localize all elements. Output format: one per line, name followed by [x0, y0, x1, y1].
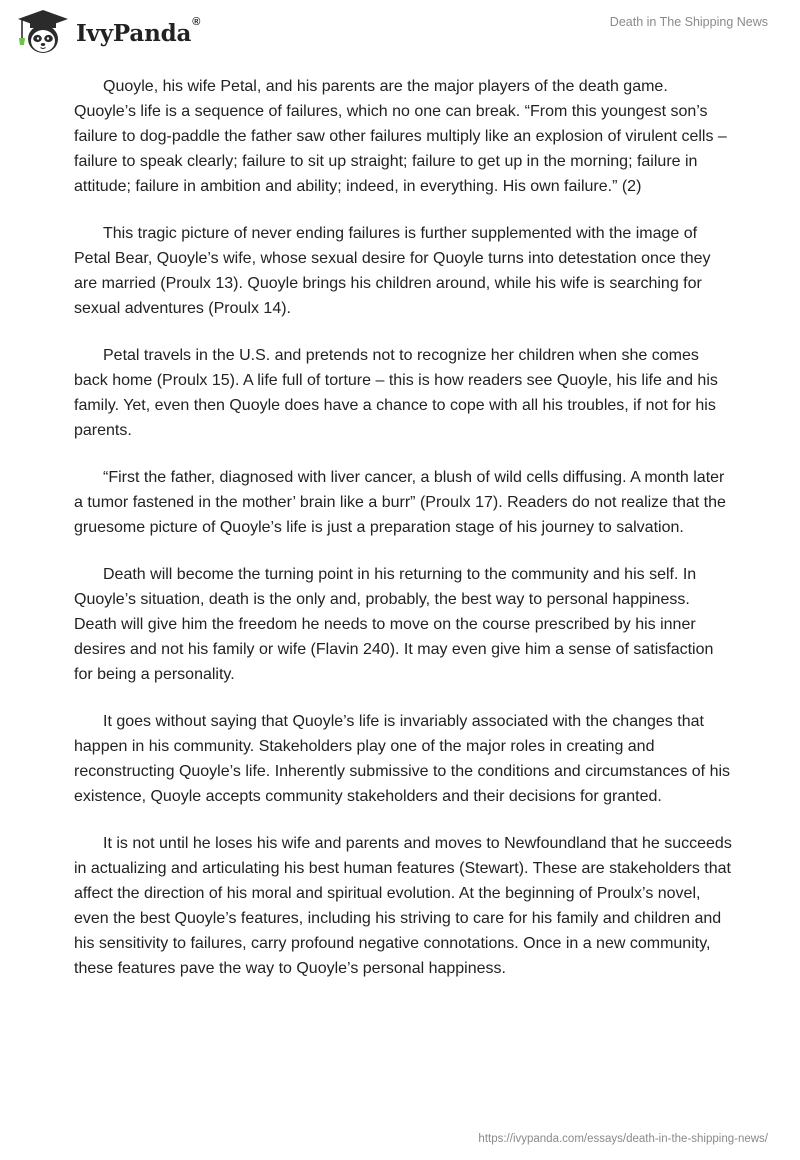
panda-graduate-icon — [16, 8, 70, 56]
paragraph: This tragic picture of never ending failures is further supplemented with the image of Petal Bear, Quoyle’s wife, whose sexual desire for Quoyle turns into detestation once they are married (Proulx 13). Quoyle brings his children around, while his wife is searching for sexual adventures (Proulx 14). — [74, 225, 711, 317]
paragraph: Death will become the turning point in his returning to the community and his self. In Quoyle’s situation, death is the only and, probably, the best way to personal happiness. Death will give him the freedom he needs to move on the course prescribed by his inner desires and not his family or wife (Flavin 240). It may even give him a sense of satisfaction for being a personality. — [74, 566, 714, 683]
document-title: Death in The Shipping News — [609, 15, 768, 29]
paragraph: Petal travels in the U.S. and pretends not to recognize her children when she comes back home (Proulx 15). A life full of torture – this is how readers see Quoyle, his life and his family. Yet, even then Quoyle does have a chance to cope with all his troubles, if not for his parents. — [74, 347, 718, 439]
paragraph: It is not until he loses his wife and parents and moves to Newfoundland that he succeeds in actualizing and articulating his best human features (Stewart). These are stakeholders that affect the direction of his moral and spiritual evolution. At the beginning of Proulx’s novel, even the best Quoyle’s features, including his striving to care for his family and children and his sensitivity to failures, carry profound negative connotations. Once in a new community, these features pave the way to Quoyle’s personal happiness. — [74, 835, 732, 977]
footer-url-link[interactable]: https://ivypanda.com/essays/death-in-the-shipping-news/ — [478, 1133, 768, 1145]
paragraph: “First the father, diagnosed with liver cancer, a blush of wild cells diffusing. A month later a tumor fastened in the mother’ brain like a burr” (Proulx 17). Readers do not realize that the gruesome picture of Quoyle’s life is just a preparation stage of his journey to salvation. — [74, 469, 726, 536]
essay-body — [74, 74, 734, 1003]
paragraph: It goes without saying that Quoyle’s life is invariably associated with the changes that happen in his community. Stakeholders play one of the major roles in creating and reconstructing Quoyle’s life. Inherently submissive to the conditions and circumstances of his existence, Quoyle accepts community stakeholders and their decisions for granted. — [74, 713, 731, 805]
ivypanda-logo[interactable] — [16, 8, 200, 56]
logo-text: IvyPanda® — [76, 15, 201, 47]
registered-mark: ® — [192, 15, 201, 28]
page-header — [0, 0, 800, 60]
paragraph: Quoyle, his wife Petal, and his parents are the major players of the death game. Quoyle’s life is a sequence of failures, which no one can break. “From this youngest son’s failure to dog-paddle the father saw other failures multiply like an explosion of virulent cells – failure to speak clearly; failure to sit up straight; failure to get up in the morning; failure in attitude; failure in ambition and ability; indeed, in everything. His own failure.” (2) — [74, 78, 727, 195]
